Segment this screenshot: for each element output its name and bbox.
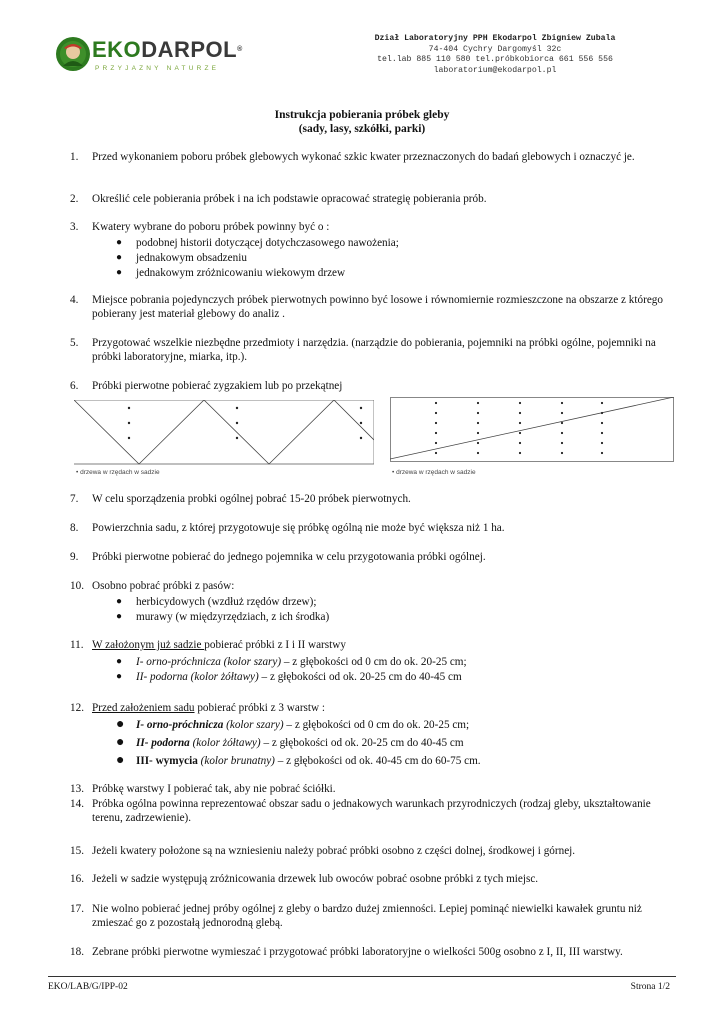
diagonal-sampling-diagram bbox=[390, 397, 674, 465]
header-email: laboratorium@ekodarpol.pl bbox=[433, 65, 557, 75]
list-item: 4. Miejsce pobrania pojedynczych próbek pierwotnych powinno być losowe i równomiernie rozmieszczone na obszarze z którego pobierany jest materiał glebowy do analiz . bbox=[70, 294, 663, 320]
list-item: 2. Określić cele pobierania próbek i na ich podstawie opracować strategię pobierania prób. bbox=[70, 193, 487, 205]
list-item: 17. Nie wolno pobierać jednej próby ogólnej z gleby o bardzo dużej zmienności. Lepiej pominąć niewielki kawałek gruntu niż zmieszać go z pozostałą jednorodną glebą. bbox=[70, 903, 642, 929]
list-item: 10. Osobno pobrać próbki z pasów: bbox=[70, 580, 235, 592]
bullet-list bbox=[114, 236, 674, 281]
bullet-list bbox=[114, 655, 674, 685]
bullet-item: ● I- orno-próchnicza (kolor szary) – z głębokości od 0 cm do ok. 20-25 cm; bbox=[116, 717, 470, 732]
logo-tagline: PRZYJAZNY NATURZE bbox=[95, 65, 220, 72]
footer-divider bbox=[48, 976, 676, 977]
logo-emblem-icon bbox=[55, 36, 91, 72]
list-item: 12. Przed założeniem sadu pobierać próbki z 3 warstw : bbox=[70, 702, 325, 714]
list-item: 11. W założonym już sadzie pobierać próbki z I i II warstwy bbox=[70, 639, 346, 651]
bullet-item: ● podobnej historii dotyczącej dotychczasowego nawożenia; bbox=[116, 237, 399, 249]
list-item: 18. Zebrane próbki pierwotne wymieszać i przygotować próbki laboratoryjne o wielkości 500g osobno z I, II, III warstwy. bbox=[70, 946, 623, 958]
diagram-caption-left: • drzewa w rzędach w sadzie bbox=[76, 469, 160, 476]
list-item: 14. Próbka ogólna powinna reprezentować obszar sadu o jednakowych warunkach przyrodniczych (rodzaj gleby, ukształtowanie terenu, zadrzewienie). bbox=[70, 798, 651, 824]
list-item: 9. Próbki pierwotne pobierać do jednego pojemnika w celu przygotowania próbki ogólnej. bbox=[70, 551, 486, 563]
bullet-item: ● II- podorna (kolor żółtawy) – z głębokości od ok. 20-25 cm do 40-45 cm bbox=[116, 735, 464, 750]
doc-subtitle: (sady, lasy, szkółki, parki) bbox=[298, 123, 426, 135]
header-address: 74-404 Cychry Dargomyśl 32c bbox=[428, 44, 562, 54]
list-item: 13. Próbkę warstwy I pobierać tak, aby nie pobrać ściółki. bbox=[70, 783, 336, 795]
list-item: 6. Próbki pierwotne pobierać zygzakiem lub po przekątnej bbox=[70, 380, 343, 392]
tree-grid-markers bbox=[435, 402, 603, 454]
doc-title: Instrukcja pobierania próbek gleby bbox=[274, 109, 450, 121]
company-logo bbox=[55, 34, 255, 74]
list-item: 3. Kwatery wybrane do poboru próbek powinny być o : bbox=[70, 221, 330, 233]
bullet-item: ● II- podorna (kolor żółtawy) – z głębokości od ok. 20-25 cm do 40-45 cm bbox=[116, 671, 462, 683]
list-item: 8. Powierzchnia sadu, z której przygotowuje się próbkę ogólną nie może być większa niż 1 ha. bbox=[70, 522, 505, 534]
logo-wordmark: EKODARPOL® bbox=[92, 37, 243, 62]
list-item: 16. Jeżeli w sadzie występują zróżnicowania drzewek lub owoców pobrać osobne próbki z tych miejsc. bbox=[70, 873, 539, 885]
bullet-item: ● murawy (w międzyrzędziach, z ich środka) bbox=[116, 611, 330, 623]
header-company: Dział Laboratoryjny PPH Ekodarpol Zbigniew Zubala bbox=[374, 34, 616, 43]
bullet-item: ● I- orno-próchnicza (kolor szary) – z głębokości od 0 cm do ok. 20-25 cm; bbox=[116, 656, 467, 668]
bullet-item: ● jednakowym obsadzeniu bbox=[116, 252, 247, 264]
bullet-list bbox=[114, 716, 674, 770]
list-item: 7. W celu sporządzenia probki ogólnej pobrać 15-20 próbek pierwotnych. bbox=[70, 493, 411, 505]
list-item: 5. Przygotować wszelkie niezbędne przedmioty i narzędzia. (narządzie do pobierania, pojemniki na próbki ogólne, pojemniki na próbki laboratoryjne, miarka, itp.). bbox=[70, 337, 656, 363]
footer-doc-code: EKO/LAB/G/IPP-02 bbox=[48, 982, 128, 992]
zigzag-sampling-diagram bbox=[74, 400, 374, 472]
header-contact bbox=[330, 34, 660, 76]
diagram-caption-right: • drzewa w rzędach w sadzie bbox=[392, 469, 476, 476]
bullet-item: ● III- wymycia (kolor brunatny) – z głębokości od ok. 40-45 cm do 60-75 cm. bbox=[116, 753, 481, 768]
bullet-item: ● jednakowym zróżnicowaniu wiekowym drzew bbox=[116, 267, 346, 279]
list-item: 15. Jeżeli kwatery położone są na wzniesieniu należy pobrać próbki osobno z części dolnej, środkowej i górnej. bbox=[70, 845, 576, 857]
tree-markers bbox=[128, 407, 362, 439]
list-item: 1. Przed wykonaniem poboru próbek glebowych wykonać szkic kwater przeznaczonych do badań glebowych i oznaczyć je. bbox=[70, 151, 635, 163]
header-phones: tel.lab 885 110 580 tel.próbkobiorca 661 556 556 bbox=[377, 55, 613, 64]
bullet-list bbox=[114, 595, 674, 625]
bullet-item: ● herbicydowych (wzdłuż rzędów drzew); bbox=[116, 596, 317, 608]
footer-page-number: Strona 1/2 bbox=[630, 982, 670, 992]
